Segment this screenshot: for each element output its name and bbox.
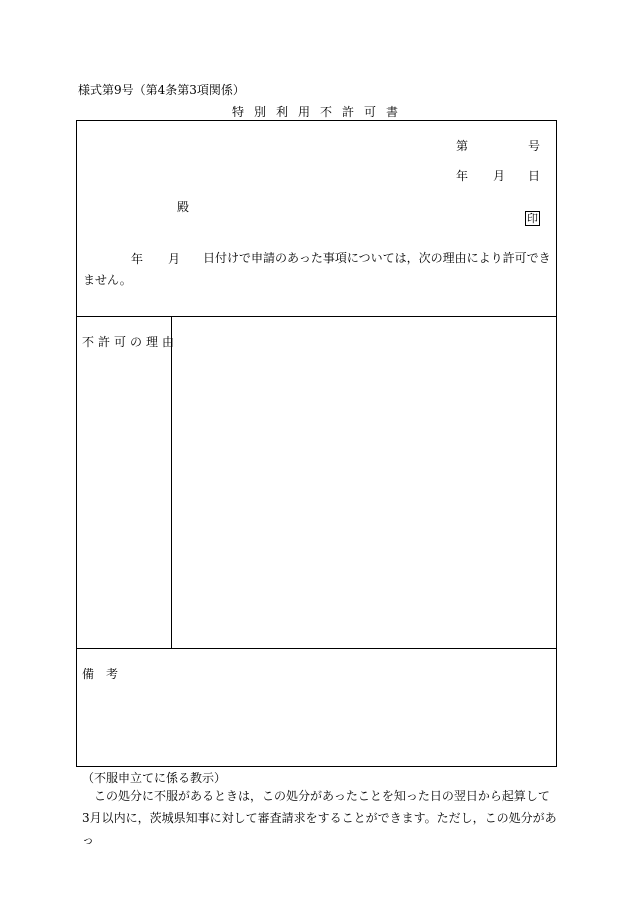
section-divider-top [76, 316, 557, 317]
notice-heading: （不服申立てに係る教示） [82, 771, 227, 785]
reason-column-divider [171, 316, 172, 648]
remarks-label: 備 考 [82, 667, 119, 681]
form-number-label: 様式第9号（第4条第3項関係） [78, 83, 245, 97]
date-year-label: 年 [456, 169, 469, 183]
notice-text: この処分に不服があるときは，この処分があったことを知った日の翌日から起算して3月以内に，茨城県知事に対して審査請求をすることができます。ただし，この処分があっ [82, 789, 557, 847]
document-title: 特別利用不許可書 [231, 105, 408, 119]
addressee-suffix: 殿 [177, 200, 190, 214]
body-statement [83, 247, 553, 291]
body-month-label: 月 [168, 252, 181, 266]
date-month-label: 月 [493, 169, 506, 183]
number-suffix: 号 [528, 139, 541, 153]
reason-label: 不許可の理由 [82, 335, 179, 349]
body-statement-text: 日付けで申請のあった事項については，次の理由により許可できません。 [83, 251, 551, 287]
form-frame [76, 120, 557, 767]
number-prefix: 第 [456, 139, 469, 153]
section-divider-bottom [76, 648, 557, 649]
date-day-label: 日 [528, 169, 541, 183]
body-year-label: 年 [131, 252, 144, 266]
seal-mark: 印 [527, 212, 538, 225]
